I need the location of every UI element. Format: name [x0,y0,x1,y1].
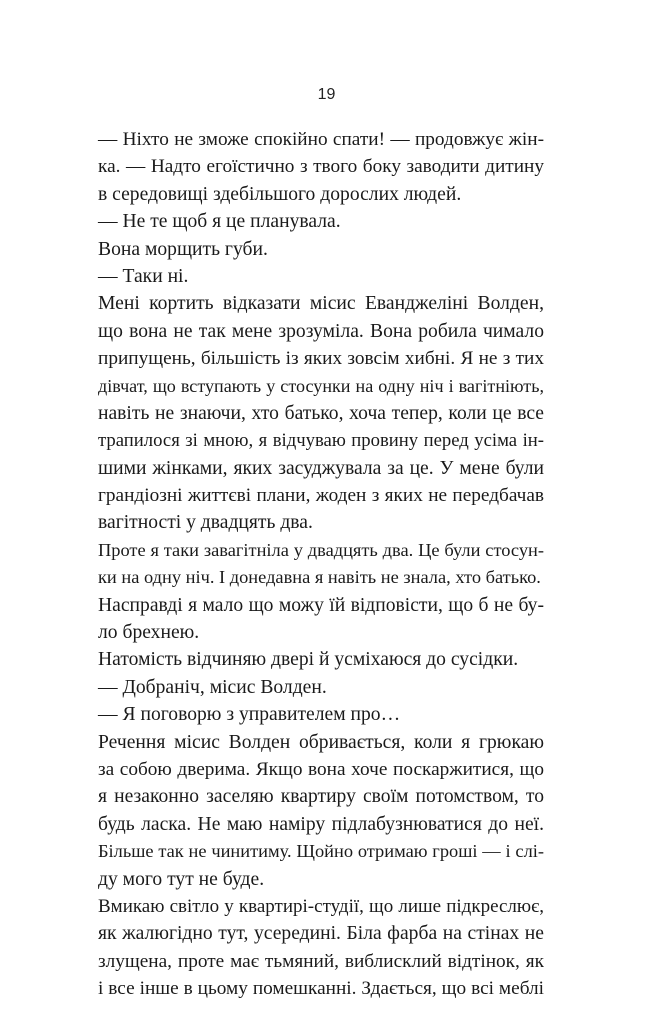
text-line: шими жінками, яких засуджувала за це. У мене були [98,457,544,479]
text-line: Натомість відчиняю двері й усміхаюся до сусідки. [98,649,519,671]
text-line: ки на одну ніч. І донедавна я навіть не знала, хто батько. [98,567,541,588]
body-text [98,126,544,1003]
text-line: ка. — Надто егоїстично з твого боку заводити дитину [98,156,544,178]
text-line: в середовищі здебільшого дорослих людей. [98,183,462,205]
text-line: Вмикаю світло у квартирі-студії, що лише підкреслює, [98,895,544,917]
text-line: дівчат, що вступають у стосунки на одну ніч і вагітніють, [98,375,544,396]
text-line: за собою дверима. Якщо вона хоче поскаржитися, що [98,758,544,780]
text-line: — Не те щоб я це планувала. [98,211,341,233]
text-line: Речення місис Волден обривається, коли я грюкаю [98,731,544,753]
text-line: — Добраніч, місис Волден. [98,676,327,698]
text-line: що вона не так мене зрозуміла. Вона робила чимало [98,320,544,342]
text-line: — Таки ні. [98,265,189,287]
text-line: грандіозні життєві плани, жоден з яких не передбачав [98,485,544,507]
text-line: Вона морщить губи. [98,238,268,260]
text-line: ло брехнею. [98,622,200,644]
text-line: ду мого тут не буде. [98,868,265,890]
text-line: вагітності у двадцять два. [98,512,313,534]
text-line: — Ніхто не зможе спокійно спати! — продовжує жін- [98,129,544,150]
text-line: і все інше в цьому помешканні. Здається, що всі меблі [98,978,544,1000]
text-line: як жалюгідно тут, усередині. Біла фарба на стінах не [98,923,544,945]
text-line: я незаконно заселяю квартиру своїм потомством, то [98,786,544,808]
page-number: 19 [317,86,336,103]
text-line: трапилося зі мною, я відчуваю провину перед усіма ін- [98,430,544,452]
text-line: будь ласка. Не маю наміру підлабузнюватися до неї. [98,813,544,835]
text-line: навіть не знаючи, хто батько, хоча тепер, коли це все [98,402,544,424]
text-line: Проте я таки завагітніла у двадцять два. Це були стосун- [98,539,544,560]
text-line: злущена, проте має тьмяний, виблисклий відтінок, як [98,950,544,972]
text-line: — Я поговорю з управителем про… [98,704,401,726]
text-line: Насправді я мало що можу їй відповісти, що б не бу- [98,594,544,616]
text-line: Мені кортить відказати місис Еванджеліні Волден, [98,293,544,315]
text-line: Більше так не чинитиму. Щойно отримаю гроші — і слі- [98,841,544,862]
text-line: припущень, більшість із яких зовсім хибні. Я не з тих [98,348,544,370]
